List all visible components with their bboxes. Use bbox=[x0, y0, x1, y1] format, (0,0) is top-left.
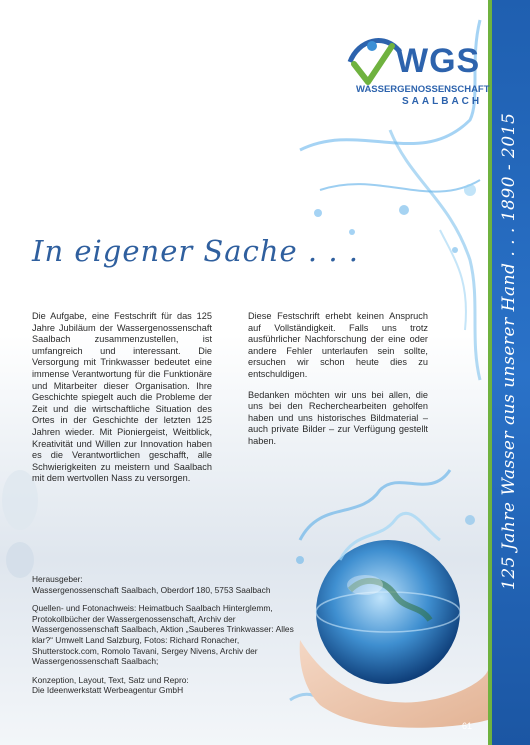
paragraph: Die Aufgabe, eine Festschrift für das 125 Jahre Jubiläum der Wassergenossenschaft Saalbach zusammenzustellen, ist umfangreich und interessant. Die Versorgung mit Trinkwasser bedeutet eine immense Verantwortung für die Funktionäre und Mitarbeiter dieser Organisation. Ihre Geschichte spiegelt auch die Probleme der Zeit und die wirtschaftliche Situation des Ortes in der Geschichte der letzten 125 Jahren wieder. Mit Pioniergeist, Weitblick, Kreativität und Willen zur Innovation haben es die Verantwortlichen geschafft, alle Schwierigkeiten zu meistern und Saalbach mit dem wertvollen Nass zu versorgen. bbox=[32, 311, 212, 484]
page-title: In eigener Sache . . . bbox=[32, 234, 359, 268]
logo-line-1: WASSERGENOSSENSCHAFT bbox=[356, 84, 490, 95]
sources-text: Quellen- und Fotonachweis: Heimatbuch Saalbach Hinterglemm, Protokollbücher der Wassergenossenschaft, Archiv der Wassergenossenschaft Saalbach, Aktion „Sauberes Trinkwasser: Alles klar?“ Umwelt Land Salzburg, Fotos: Richard Ronacher, Shutterstock.com, Romolo Tavani, Sergey Nivens, Archiv der Wassergenossenschaft Saalbach; bbox=[32, 603, 294, 667]
concept-text: Die Ideenwerkstatt Werbeagentur GmbH bbox=[32, 685, 184, 696]
body-column-1 bbox=[32, 311, 212, 494]
paragraph: Bedanken möchten wir uns bei allen, die uns bei den Recherchearbeiten geholfen haben und uns historisches Bildmaterial – auch private Bilder – zur Verfügung gestellt haben. bbox=[248, 389, 428, 446]
logo-line-2: SAALBACH bbox=[402, 96, 483, 107]
body-column-2 bbox=[248, 311, 428, 457]
concept-label: Konzeption, Layout, Text, Satz und Repro: bbox=[32, 674, 189, 685]
imprint-credits bbox=[32, 574, 302, 704]
publisher-label: Herausgeber: bbox=[32, 574, 83, 584]
side-banner-text: 125 Jahre Wasser aus unserer Hand . . . 1890 - 2015 bbox=[499, 112, 519, 590]
page-number: 61 bbox=[462, 721, 473, 731]
publisher-text: Wassergenossenschaft Saalbach, Oberdorf 180, 5753 Saalbach bbox=[32, 584, 271, 595]
paragraph: Diese Festschrift erhebt keinen Anspruch auf Vollständigkeit. Falls uns trotz ausführlicher Nachforschung der eine oder andere Fehler unterlaufen sein sollte, ersuchen wir schon heute dies zu entschuldigen. bbox=[248, 311, 428, 379]
logo-acronym: WGS bbox=[396, 42, 481, 80]
